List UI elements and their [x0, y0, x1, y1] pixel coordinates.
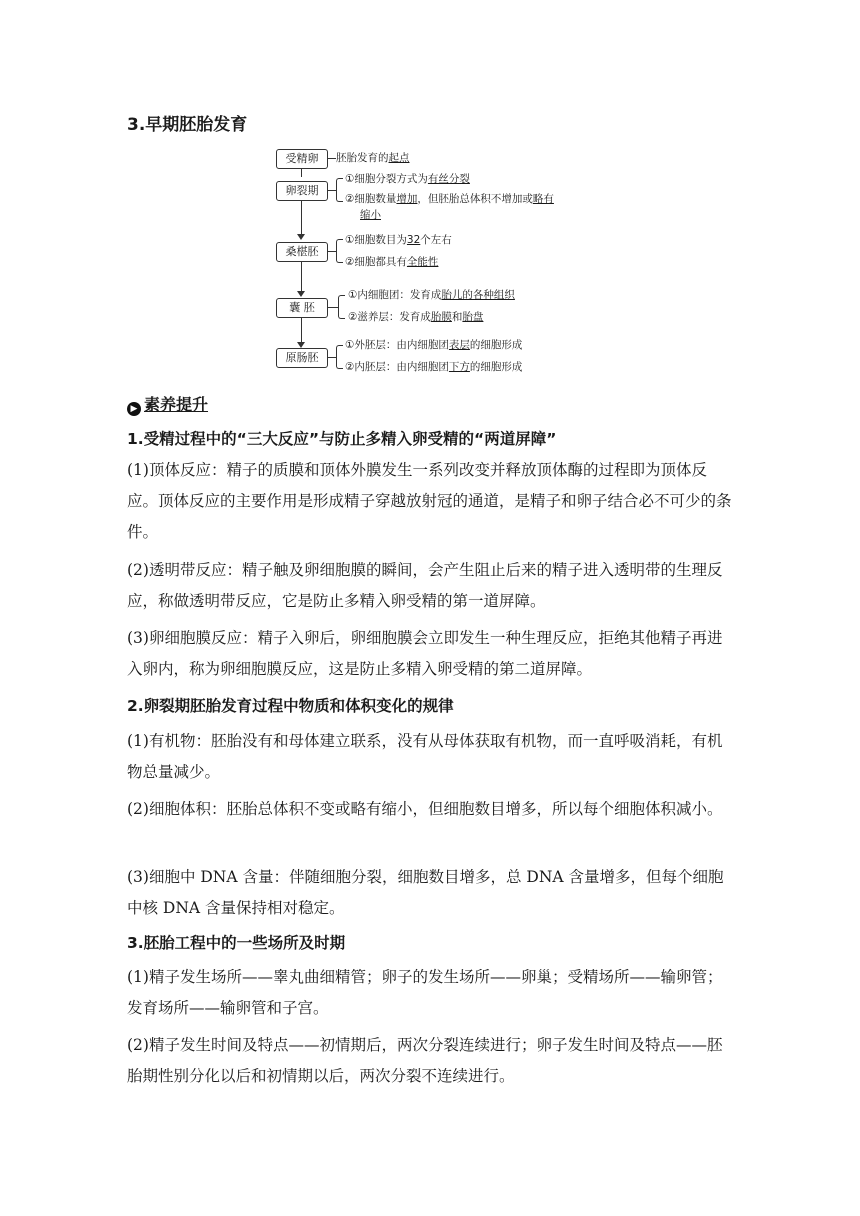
note-text: ①内细胞团：发育成: [348, 289, 442, 301]
note-text: 和: [451, 311, 463, 323]
paragraph-6: (1)有机物：胚胎没有和母体建立联系，没有从母体获取有机物，而一直呼吸消耗，有机物总量减少。: [127, 732, 723, 781]
note-keyword: 缩小: [360, 209, 381, 221]
stage-cleavage: 卵裂期: [276, 181, 328, 201]
note-text: ②内胚层：由内细胞团: [345, 361, 449, 373]
connector-line: [301, 199, 302, 237]
paragraph-3: (2)透明带反应：精子触及卵细胞膜的瞬间，会产生阻止后来的精子进入透明带的生理反应，称做透明带反应，它是防止多精入卵受精的第一道屏障。: [127, 561, 723, 610]
note-text: ①细胞数目为: [345, 234, 407, 246]
connector-line: [328, 158, 336, 159]
cleavage-note-2: [345, 191, 554, 206]
note-text: ②细胞都具有: [345, 256, 407, 268]
note-keyword: 胎盘: [462, 311, 484, 323]
note-text: 胚胎发育的: [336, 152, 389, 164]
note-keyword: 略有: [532, 193, 554, 205]
zygote-note: [336, 150, 410, 165]
paragraph-9: 3.胚胎工程中的一些场所及时期: [127, 934, 346, 952]
bracket: [338, 295, 345, 319]
paragraph-2: (1)顶体反应：精子的质膜和顶体外膜发生一系列改变并释放顶体酶的过程即为顶体反应。顶体反应的主要作用是形成精子穿越放射冠的通道，是精子和卵子结合必不可少的条件。: [127, 461, 732, 541]
play-circle-icon: ▶: [127, 402, 141, 416]
note-keyword: 32: [406, 234, 421, 246]
paragraph-8: (3)细胞中 DNA 含量：伴随细胞分裂，细胞数目增多，总 DNA 含量增多，但每个细胞中核 DNA 含量保持相对稳定。: [127, 868, 724, 917]
paragraph-10: (1)精子发生场所——睾丸曲细精管；卵子的发生场所——卵巢；受精场所——输卵管；发育场所——输卵管和子宫。: [127, 968, 723, 1017]
note-keyword: 表层: [448, 339, 470, 351]
stage-gastrula: 原肠胚: [276, 348, 328, 368]
paragraph-4: (3)卵细胞膜反应：精子入卵后，卵细胞膜会立即发生一种生理反应，拒绝其他精子再进入卵内，称为卵细胞膜反应，这是防止多精入卵受精的第二道屏障。: [127, 629, 723, 678]
connector-line: [328, 251, 336, 252]
connector-line: [328, 357, 336, 358]
promo-heading: [127, 392, 208, 416]
gastrula-note-2: [345, 359, 522, 374]
stage-blastocyst: 囊 胚: [276, 298, 328, 318]
paragraph-11: (2)精子发生时间及特点——初情期后，两次分裂连续进行；卵子发生时间及特点——胚胎期性别分化以后和初情期以后，两次分裂不连续进行。: [127, 1036, 723, 1085]
blastocyst-note-2: [348, 309, 483, 324]
gastrula-note-1: [345, 337, 522, 352]
morula-note-1: [345, 232, 452, 247]
connector-line: [328, 190, 336, 191]
arrow-down-icon: [297, 291, 305, 297]
connector-line: [301, 261, 302, 295]
note-text: ②滋养层：发育成: [348, 311, 431, 323]
connector-line: [328, 307, 338, 308]
note-text: 个左右: [420, 234, 452, 246]
paragraph-7: (2)细胞体积：胚胎总体积不变或略有缩小，但细胞数目增多，所以每个细胞体积减小。: [127, 800, 723, 818]
arrow-down-icon: [297, 234, 305, 240]
cleavage-note-1: [345, 171, 470, 186]
note-keyword: 起点: [388, 152, 410, 164]
note-keyword: 下方: [448, 361, 470, 373]
note-keyword: 增加: [396, 193, 418, 205]
embryo-development-diagram: [270, 145, 600, 380]
note-keyword: 胎儿的各种组织: [441, 289, 515, 301]
note-keyword: 有丝分裂: [427, 173, 470, 185]
section-title: 3.早期胚胎发育: [127, 115, 248, 135]
note-text: 的细胞形成: [469, 339, 523, 351]
bracket: [336, 239, 343, 263]
morula-note-2: [345, 254, 438, 269]
note-text: ，但胚胎总体积不增加或: [417, 193, 533, 205]
paragraph-1: 1.受精过程中的“三大反应”与防止多精入卵受精的“两道屏障”: [127, 430, 557, 448]
note-text: ①细胞分裂方式为: [345, 173, 428, 185]
paragraph-5: 2.卵裂期胚胎发育过程中物质和体积变化的规律: [127, 697, 454, 715]
note-keyword: 全能性: [406, 256, 439, 268]
cleavage-note-2-cont: [360, 207, 381, 222]
note-text: ②细胞数量: [345, 193, 397, 205]
bracket: [336, 178, 343, 202]
blastocyst-note-1: [348, 287, 515, 302]
bracket: [336, 345, 343, 369]
connector-line: [301, 317, 302, 345]
promo-heading-text: 素养提升: [144, 395, 209, 414]
stage-zygote: 受精卵: [276, 149, 328, 169]
note-keyword: 胎膜: [430, 311, 452, 323]
note-text: 的细胞形成: [469, 361, 523, 373]
note-text: ①外胚层：由内细胞团: [345, 339, 449, 351]
stage-morula: 桑椹胚: [276, 242, 328, 262]
